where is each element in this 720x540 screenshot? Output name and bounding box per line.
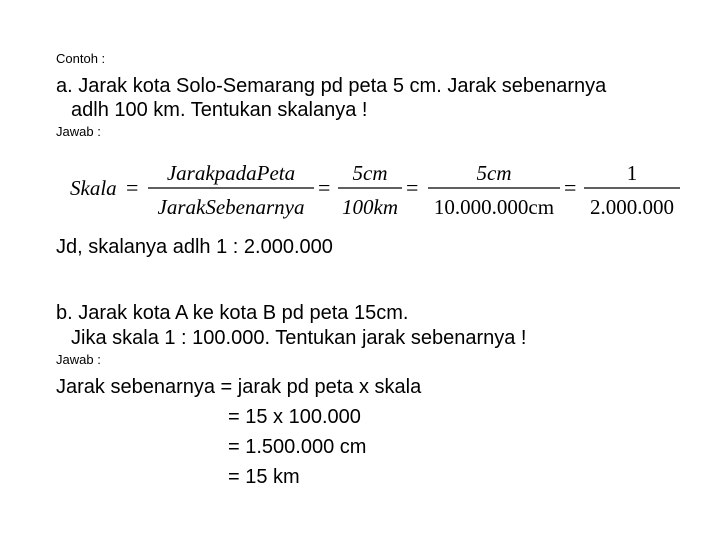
- scale-formula-svg: [66, 156, 706, 222]
- frac2-numerator: 5cm: [352, 161, 388, 185]
- problem-a-conclusion: Jd, skalanya adlh 1 : 2.000.000: [56, 236, 333, 258]
- formula-eq-1: =: [126, 175, 139, 200]
- contoh-label: Contoh :: [56, 51, 106, 66]
- frac2-denominator: 100km: [342, 195, 398, 219]
- frac4-numerator: 1: [626, 161, 638, 185]
- frac3-denominator: 10.000.000cm: [433, 195, 555, 219]
- formula-eq-2: =: [318, 175, 331, 200]
- frac1-denominator: JarakSebenarnya: [157, 195, 305, 219]
- problem-a-line1: a. Jarak kota Solo-Semarang pd peta 5 cm. Jarak sebenarnya: [56, 75, 607, 97]
- solution-step-2: = 15 x 100.000: [228, 406, 361, 428]
- formula-eq-3: =: [406, 175, 419, 200]
- solution-step-1: Jarak sebenarnya = jarak pd peta x skala: [56, 376, 422, 398]
- problem-b-line2: Jika skala 1 : 100.000. Tentukan jarak sebenarnya !: [71, 327, 527, 349]
- formula-eq-4: =: [564, 175, 577, 200]
- formula-lhs: Skala: [70, 176, 117, 200]
- solution-step-3: = 1.500.000 cm: [228, 436, 367, 458]
- frac1-numerator: JarakpadaPeta: [166, 161, 296, 185]
- jawab-label-a: Jawab :: [56, 124, 101, 139]
- solution-step-4: = 15 km: [228, 466, 300, 488]
- scale-formula: [66, 156, 706, 222]
- frac3-numerator: 5cm: [476, 161, 512, 185]
- problem-a-line2: adlh 100 km. Tentukan skalanya !: [71, 99, 368, 121]
- jawab-label-b: Jawab :: [56, 352, 101, 367]
- frac4-denominator: 2.000.000: [590, 195, 674, 219]
- problem-b-line1: b. Jarak kota A ke kota B pd peta 15cm.: [56, 302, 409, 324]
